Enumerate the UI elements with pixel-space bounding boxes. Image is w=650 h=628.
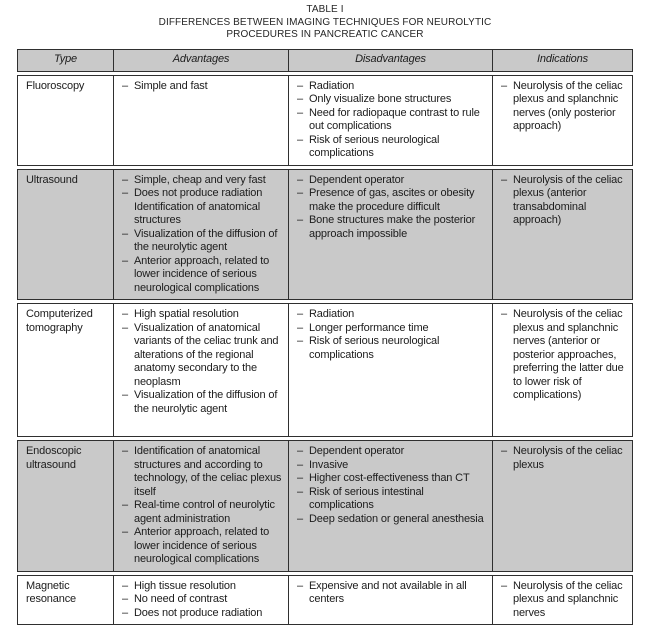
bullet-item	[122, 80, 283, 94]
dash-bullet: –	[122, 526, 134, 567]
imaging-techniques-comparison-table	[17, 46, 633, 628]
disadvantages-cell	[289, 169, 493, 301]
disadvantages-cell	[289, 575, 493, 626]
dash-bullet: –	[122, 580, 134, 594]
type-cell: Ultrasound	[17, 169, 114, 301]
bullet-text: Neurolysis of the celiac plexus and splanchnic nerves (only posterior approach)	[513, 80, 627, 134]
bullet-item	[122, 593, 283, 607]
bullet-item	[122, 322, 283, 390]
dash-bullet: –	[297, 107, 309, 134]
dash-bullet: –	[297, 80, 309, 94]
bullet-text: Risk of serious neurological complications	[309, 335, 487, 362]
dash-bullet: –	[297, 459, 309, 473]
bullet-text: Higher cost-effectiveness than CT	[309, 472, 487, 486]
bullet-item	[297, 459, 487, 473]
table-title-line2: PROCEDURES IN PANCREATIC CANCER	[0, 29, 650, 42]
bullet-item	[297, 214, 487, 241]
bullet-item	[122, 174, 283, 188]
table-body	[17, 75, 633, 626]
bullet-item	[297, 322, 487, 336]
bullet-text: Identification of anatomical structures and according to technology, of the celiac plexus itself	[134, 445, 283, 499]
bullet-item	[297, 335, 487, 362]
bullet-text: Visualization of anatomical variants of the celiac trunk and alterations of the regional anatomy secondary to the neoplasm	[134, 322, 283, 390]
bullet-item	[297, 445, 487, 459]
bullet-text: Expensive and not available in all centers	[309, 580, 487, 607]
bullet-item	[122, 255, 283, 296]
bullet-item	[297, 187, 487, 214]
bullet-text: Risk of serious neurological complications	[309, 134, 487, 161]
bullet-text: Identification of anatomical structures	[134, 201, 283, 228]
bullet-text: Dependent operator	[309, 445, 487, 459]
bullet-text: Simple and fast	[134, 80, 283, 94]
table-row	[17, 440, 633, 572]
table-title-block	[0, 0, 650, 42]
indications-cell	[493, 303, 633, 437]
table-header-row	[17, 49, 633, 72]
column-header-advantages: Advantages	[114, 49, 289, 72]
table-row	[17, 169, 633, 301]
bullet-text: Does not produce radiation	[134, 187, 283, 201]
dash-bullet: –	[501, 445, 513, 472]
disadvantages-cell	[289, 440, 493, 572]
bullet-item	[297, 308, 487, 322]
bullet-item	[122, 389, 283, 416]
type-cell: Magnetic resonance	[17, 575, 114, 626]
bullet-item	[501, 80, 627, 134]
bullet-item	[297, 134, 487, 161]
type-cell: Fluoroscopy	[17, 75, 114, 166]
type-cell: Endoscopic ultrasound	[17, 440, 114, 572]
dash-bullet: –	[297, 513, 309, 527]
bullet-text: Neurolysis of the celiac plexus and splanchnic nerves	[513, 580, 627, 621]
dash-bullet: –	[297, 486, 309, 513]
bullet-text: Neurolysis of the celiac plexus and splanchnic nerves (anterior or posterior approaches, preferring the latter due to lower risk of complications)	[513, 308, 627, 403]
bullet-item	[297, 513, 487, 527]
dash-bullet: –	[122, 80, 134, 94]
dash-bullet: –	[501, 174, 513, 228]
table-title-line1: DIFFERENCES BETWEEN IMAGING TECHNIQUES FOR NEUROLYTIC	[0, 17, 650, 30]
bullet-item	[297, 80, 487, 94]
dash-bullet: –	[297, 93, 309, 107]
bullet-item	[122, 580, 283, 594]
bullet-text: High tissue resolution	[134, 580, 283, 594]
bullet-text: Anterior approach, related to lower incidence of serious neurological complications	[134, 526, 283, 567]
bullet-item	[501, 174, 627, 228]
indications-cell	[493, 440, 633, 572]
dash-bullet: –	[297, 335, 309, 362]
indications-cell	[493, 75, 633, 166]
bullet-item	[122, 445, 283, 499]
bullet-text: Deep sedation or general anesthesia	[309, 513, 487, 527]
dash-bullet: –	[122, 322, 134, 390]
bullet-text: Invasive	[309, 459, 487, 473]
column-header-type: Type	[17, 49, 114, 72]
bullet-text: Radiation	[309, 308, 487, 322]
bullet-text: Neurolysis of the celiac plexus	[513, 445, 627, 472]
table-row	[17, 575, 633, 626]
bullet-text: High spatial resolution	[134, 308, 283, 322]
bullet-item	[501, 580, 627, 621]
table-row	[17, 303, 633, 437]
dash-bullet: –	[501, 80, 513, 134]
indications-cell	[493, 575, 633, 626]
bullet-text: Dependent operator	[309, 174, 487, 188]
bullet-item	[297, 93, 487, 107]
bullet-item	[297, 174, 487, 188]
advantages-cell	[114, 303, 289, 437]
bullet-text: Longer performance time	[309, 322, 487, 336]
column-header-disadvantages: Disadvantages	[289, 49, 493, 72]
bullet-text: Bone structures make the posterior approach impossible	[309, 214, 487, 241]
bullet-text: Visualization of the diffusion of the neurolytic agent	[134, 228, 283, 255]
dash-bullet: –	[297, 322, 309, 336]
advantages-cell	[114, 169, 289, 301]
bullet-item	[122, 201, 283, 228]
dash-bullet: –	[297, 187, 309, 214]
bullet-text: Does not produce radiation	[134, 607, 283, 621]
disadvantages-cell	[289, 303, 493, 437]
bullet-text: Presence of gas, ascites or obesity make the procedure difficult	[309, 187, 487, 214]
bullet-item	[501, 445, 627, 472]
advantages-cell	[114, 75, 289, 166]
bullet-item	[122, 526, 283, 567]
bullet-item	[122, 228, 283, 255]
bullet-text: Radiation	[309, 80, 487, 94]
dash-bullet: –	[122, 593, 134, 607]
bullet-item	[122, 499, 283, 526]
dash-bullet: –	[122, 174, 134, 188]
disadvantages-cell	[289, 75, 493, 166]
dash-bullet	[122, 201, 134, 228]
bullet-item	[501, 308, 627, 403]
bullet-text: Need for radiopaque contrast to rule out complications	[309, 107, 487, 134]
dash-bullet: –	[122, 389, 134, 416]
type-cell: Computerized tomography	[17, 303, 114, 437]
dash-bullet: –	[122, 308, 134, 322]
dash-bullet: –	[297, 214, 309, 241]
dash-bullet: –	[297, 308, 309, 322]
dash-bullet: –	[297, 445, 309, 459]
dash-bullet: –	[122, 187, 134, 201]
bullet-text: Visualization of the diffusion of the neurolytic agent	[134, 389, 283, 416]
bullet-text: No need of contrast	[134, 593, 283, 607]
advantages-cell	[114, 440, 289, 572]
bullet-text: Risk of serious intestinal complications	[309, 486, 487, 513]
dash-bullet: –	[297, 134, 309, 161]
advantages-cell	[114, 575, 289, 626]
dash-bullet: –	[122, 445, 134, 499]
bullet-text: Neurolysis of the celiac plexus (anterior transabdominal approach)	[513, 174, 627, 228]
dash-bullet: –	[501, 308, 513, 403]
bullet-item	[297, 486, 487, 513]
column-header-indications: Indications	[493, 49, 633, 72]
bullet-text: Only visualize bone structures	[309, 93, 487, 107]
bullet-text: Anterior approach, related to lower incidence of serious neurological complications	[134, 255, 283, 296]
bullet-text: Simple, cheap and very fast	[134, 174, 283, 188]
bullet-item	[122, 187, 283, 201]
dash-bullet: –	[501, 580, 513, 621]
dash-bullet: –	[297, 472, 309, 486]
table-row	[17, 75, 633, 166]
bullet-item	[297, 580, 487, 607]
bullet-item	[297, 107, 487, 134]
bullet-item	[297, 472, 487, 486]
indications-cell	[493, 169, 633, 301]
table-label: TABLE I	[0, 4, 650, 17]
dash-bullet: –	[122, 499, 134, 526]
bullet-item	[122, 308, 283, 322]
dash-bullet: –	[297, 174, 309, 188]
dash-bullet: –	[122, 607, 134, 621]
dash-bullet: –	[297, 580, 309, 607]
dash-bullet: –	[122, 255, 134, 296]
bullet-text: Real-time control of neurolytic agent administration	[134, 499, 283, 526]
dash-bullet: –	[122, 228, 134, 255]
